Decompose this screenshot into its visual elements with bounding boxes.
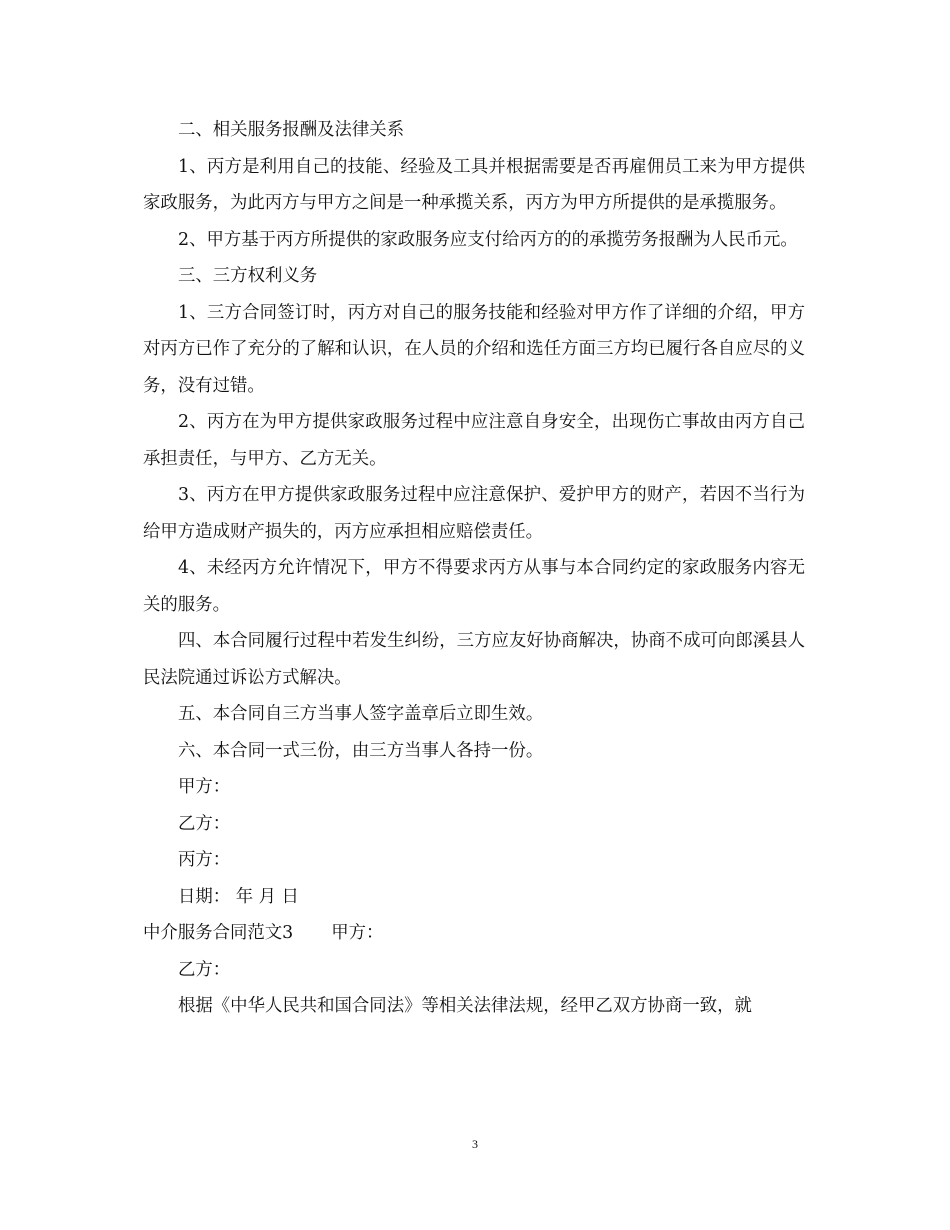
signature-party-c: 丙方： <box>178 850 231 870</box>
signature-party-b: 乙方： <box>178 813 231 834</box>
clause-paragraph: 2、丙方在为甲方提供家政服务过程中应注意自身安全，出现伤亡事故由丙方自己承担责任，与甲方、乙方无关。 <box>143 412 805 469</box>
signature-date: 日期： 年 月 日 <box>178 886 299 907</box>
page-number: 3 <box>472 1137 478 1151</box>
section-heading-rights: 三、三方权利义务 <box>178 266 318 286</box>
clause-paragraph: 六、本合同一式三份，由三方当事人各持一份。 <box>178 740 544 761</box>
document-body <box>143 112 805 1025</box>
next-contract-preamble: 根据《中华人民共和国合同法》等相关法律法规，经甲乙双方协商一致，就 <box>178 996 752 1016</box>
clause-paragraph: 四、本合同履行过程中若发生纠纷，三方应友好协商解决，协商不成可向郎溪县人民法院通过诉讼方式解决。 <box>143 631 805 688</box>
next-contract-party-a: 甲方： <box>331 923 384 943</box>
clause-paragraph: 2、甲方基于丙方所提供的家政服务应支付给丙方的的承揽劳务报酬为人民币元。 <box>178 229 798 250</box>
next-contract-party-b: 乙方： <box>178 959 231 980</box>
next-contract-title: 中介服务合同范文3 <box>143 923 294 943</box>
signature-party-a: 甲方： <box>178 777 231 797</box>
clause-paragraph: 3、丙方在甲方提供家政服务过程中应注意保护、爱护甲方的财产，若因不当行为给甲方造成财产损失的，丙方应承担相应赔偿责任。 <box>143 485 805 542</box>
clause-paragraph: 五、本合同自三方当事人签字盖章后立即生效。 <box>178 704 544 724</box>
clause-paragraph: 1、丙方是利用自己的技能、经验及工具并根据需要是否再雇佣员工来为甲方提供家政服务，为此丙方与甲方之间是一种承揽关系，丙方为甲方所提供的是承揽服务。 <box>143 156 805 213</box>
clause-paragraph: 1、三方合同签订时，丙方对自己的服务技能和经验对甲方作了详细的介绍，甲方对丙方已作了充分的了解和认识，在人员的介绍和选任方面三方均已履行各自应尽的义务，没有过错。 <box>143 302 805 396</box>
next-contract-heading <box>143 915 805 952</box>
section-heading-remuneration: 二、相关服务报酬及法律关系 <box>178 120 405 140</box>
clause-paragraph: 4、未经丙方允许情况下，甲方不得要求丙方从事与本合同约定的家政服务内容无关的服务。 <box>143 558 805 615</box>
